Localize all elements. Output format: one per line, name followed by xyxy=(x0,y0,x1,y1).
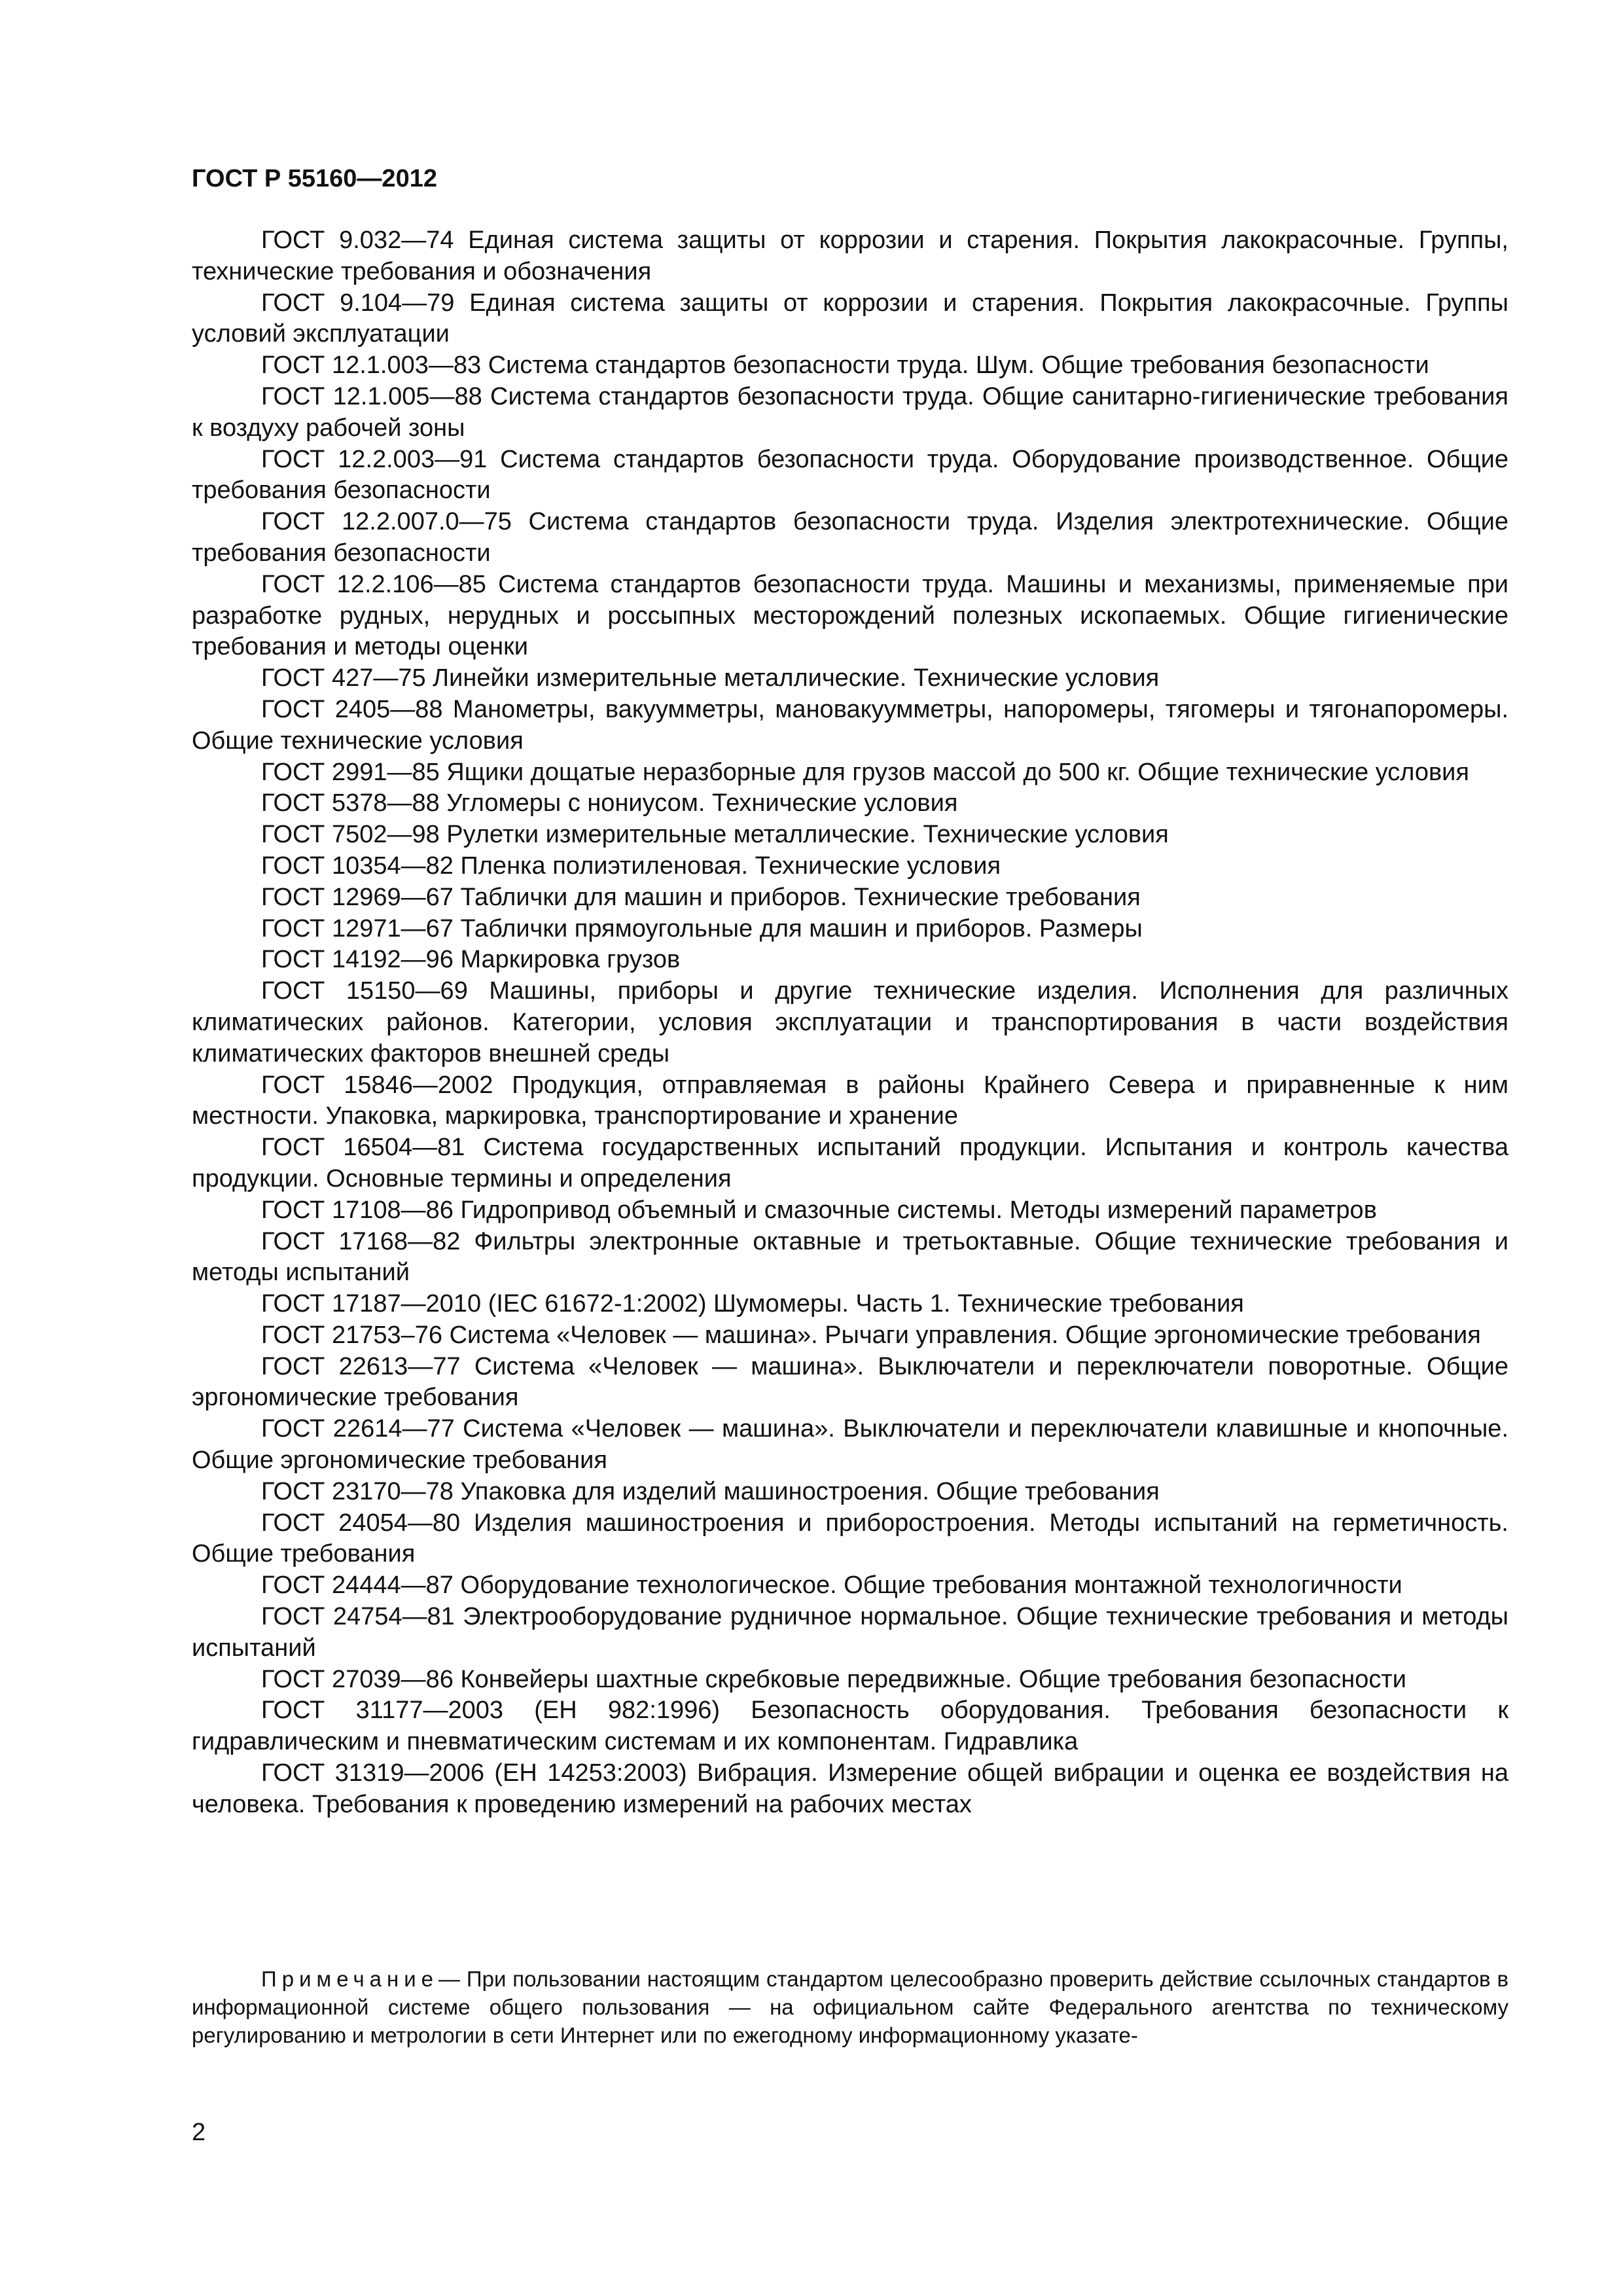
reference-entry: ГОСТ 17108—86 Гидропривод объемный и смазочные системы. Методы измерений параметров xyxy=(261,1196,1377,1224)
reference-entry: ГОСТ 5378—88 Угломеры с нониусом. Технические условия xyxy=(261,789,958,817)
reference-entry: ГОСТ 17187—2010 (IEC 61672-1:2002) Шумомеры. Часть 1. Технические требования xyxy=(261,1290,1244,1318)
reference-entry: ГОСТ 12.2.007.0—75 Система стандартов безопасности труда. Изделия электротехнические. Общие требования безопасности xyxy=(192,508,1508,567)
reference-entry: ГОСТ 24444—87 Оборудование технологическое. Общие требования монтажной технологичности xyxy=(261,1571,1402,1600)
reference-entry: ГОСТ 21753–76 Система «Человек — машина». Рычаги управления. Общие эргономические требования xyxy=(261,1321,1481,1349)
reference-entry: ГОСТ 427—75 Линейки измерительные металлические. Технические условия xyxy=(261,664,1160,692)
reference-entry: ГОСТ 12971—67 Таблички прямоугольные для машин и приборов. Размеры xyxy=(261,914,1143,942)
reference-entry: ГОСТ 2405—88 Манометры, вакуумметры, мановакуумметры, напоромеры, тягомеры и тягонапоромеры. Общие технические условия xyxy=(192,695,1508,755)
page-number: 2 xyxy=(192,2119,206,2146)
reference-entry: ГОСТ 10354—82 Пленка полиэтиленовая. Технические условия xyxy=(261,852,1001,880)
note-block xyxy=(192,1965,1508,2049)
note-text: — При пользовании настоящим стандартом целесообразно проверить действие ссылочных стандартов в информационной системе общего пользования — на официальном сайте Федерального агентства по техническому регулированию и метрологии в сети Интернет или по ежегодному информационному указате- xyxy=(192,1967,1508,2047)
reference-entry: ГОСТ 9.104—79 Единая система защиты от коррозии и старения. Покрытия лакокрасочные. Группы условий эксплуатации xyxy=(192,289,1508,348)
reference-entry: ГОСТ 15846—2002 Продукция, отправляемая в районы Крайнего Севера и приравненные к ним местности. Упаковка, маркировка, транспортирование и хранение xyxy=(192,1071,1508,1130)
note-paragraph xyxy=(192,1965,1508,2049)
reference-entry: ГОСТ 16504—81 Система государственных испытаний продукции. Испытания и контроль качества продукции. Основные термины и определения xyxy=(192,1134,1508,1193)
reference-entry: ГОСТ 12969—67 Таблички для машин и приборов. Технические требования xyxy=(261,883,1141,911)
reference-entry: ГОСТ 23170—78 Упаковка для изделий машиностроения. Общие требования xyxy=(261,1477,1160,1505)
reference-entry: ГОСТ 24754—81 Электрооборудование рудничное нормальное. Общие технические требования и методы испытаний xyxy=(192,1603,1508,1662)
reference-entry: ГОСТ 14192—96 Маркировка грузов xyxy=(261,946,681,974)
reference-entry: ГОСТ 31177—2003 (ЕН 982:1996) Безопасность оборудования. Требования безопасности к гидравлическим и пневматическим системам и их компонентам. Гидравлика xyxy=(192,1696,1508,1756)
reference-entry: ГОСТ 12.2.106—85 Система стандартов безопасности труда. Машины и механизмы, применяемые при разработке рудных, нерудных и россыпных месторождений полезных ископаемых. Общие гигиенические требования и методы оценки xyxy=(192,570,1508,661)
reference-entry: ГОСТ 27039—86 Конвейеры шахтные скребковые передвижные. Общие требования безопасности xyxy=(261,1665,1406,1693)
reference-entry: ГОСТ 7502—98 Рулетки измерительные металлические. Технические условия xyxy=(261,821,1169,849)
reference-entry: ГОСТ 15150—69 Машины, приборы и другие технические изделия. Исполнения для различных климатических районов. Категории, условия эксплуатации и транспортирования в части воздействия климатических факторов внешней среды xyxy=(192,977,1508,1067)
reference-entry: ГОСТ 24054—80 Изделия машиностроения и приборостроения. Методы испытаний на герметичность. Общие требования xyxy=(192,1509,1508,1568)
normative-references-list xyxy=(192,225,1508,1821)
reference-entry: ГОСТ 12.1.005—88 Система стандартов безопасности труда. Общие санитарно-гигиенические требования к воздуху рабочей зоны xyxy=(192,382,1508,442)
reference-entry: ГОСТ 12.1.003—83 Система стандартов безопасности труда. Шум. Общие требования безопасности xyxy=(261,351,1429,380)
note-label: Примечание xyxy=(261,1967,439,1991)
reference-entry: ГОСТ 31319—2006 (ЕН 14253:2003) Вибрация. Измерение общей вибрации и оценка ее воздействия на человека. Требования к проведению измерений на рабочих местах xyxy=(192,1759,1508,1818)
reference-entry: ГОСТ 22613—77 Система «Человек — машина». Выключатели и переключатели поворотные. Общие эргономические требования xyxy=(192,1352,1508,1412)
reference-entry: ГОСТ 17168—82 Фильтры электронные октавные и третьоктавные. Общие технические требования и методы испытаний xyxy=(192,1227,1508,1287)
document-header: ГОСТ Р 55160—2012 xyxy=(192,165,437,192)
reference-entry: ГОСТ 22614—77 Система «Человек — машина». Выключатели и переключатели клавишные и кнопочные. Общие эргономические требования xyxy=(192,1415,1508,1475)
reference-entry: ГОСТ 2991—85 Ящики дощатые неразборные для грузов массой до 500 кг. Общие технические условия xyxy=(261,758,1469,786)
reference-entry: ГОСТ 9.032—74 Единая система защиты от коррозии и старения. Покрытия лакокрасочные. Группы, технические требования и обозначения xyxy=(192,226,1508,285)
reference-entry: ГОСТ 12.2.003—91 Система стандартов безопасности труда. Оборудование производственное. Общие требования безопасности xyxy=(192,445,1508,505)
